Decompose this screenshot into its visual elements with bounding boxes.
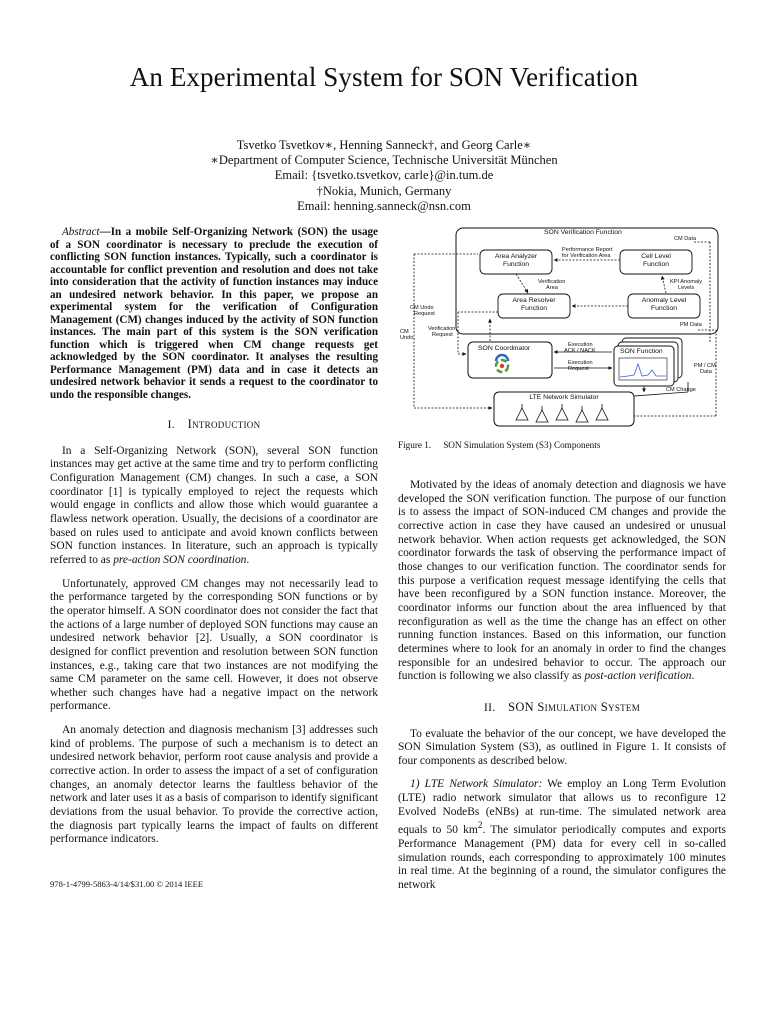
label-area-resolver: Area Resolver Function [512,297,556,312]
intro-paragraph-3: An anomaly detection and diagnosis mechanism [3] addresses such kind of problems. The purpose of such a mechanism is to detect an undesired network behavior, perform root cause analysis and provide a corrective action. In order to assess the impact of a set of configuration changes, an anomaly detector learns the faultless behavior of the network and later uses it as a basis of comparison to identify significant deviations from the usual behavior. To provide the corrective action, the diagnosis part typically learns the impact of faults on different performance indicators. [50,724,378,846]
left-column [50,226,378,847]
intro-paragraph-1 [50,445,378,568]
section-heading-introduction [50,418,378,433]
label-pm-data: PM Data [680,322,702,328]
right-p1-emphasis: post-action verification [584,670,692,683]
label-pm-cm-data: PM / CM Data [694,363,716,376]
label-execution-request: Execution Request [568,360,593,373]
paper-title: An Experimental System for SON Verification [129,62,639,92]
email-tum[interactable]: Email: {tsvetko.tsvetkov, carle}@in.tum.de [274,168,494,183]
label-execution-ack: Execution ACK / NACK [564,342,596,355]
caption-text: SON Simulation System (S3) Components [443,440,601,450]
intro-p1-emphasis: pre-action SON coordination [113,553,247,566]
sim-p2-superscript: 2 [477,820,483,832]
label-son-coordinator: SON Coordinator [478,345,531,352]
sim-paragraph-1: To evaluate the behavior of the our concept, we have developed the SON Simulation System (S3), as outlined in Figure 1. It consists of four components as described below. [398,727,726,767]
section-title: Introduction [187,417,261,431]
right-p1-end: . [691,670,695,683]
label-cm-undo-request: CM Undo Request [410,305,435,318]
label-verification-area: Verification Area [538,279,566,292]
section-heading-simulation [398,701,726,716]
intro-paragraph-2: Unfortunately, approved CM changes may not necessarily lead to the performance targeted by the corresponding SON functions or by the operator himself. A SON coordinator does not consider the fact that the actions of a large number of deployed SON functions may cause an undesired network behavior [2]. Usually, a SON coordinator is designed for conflict prevention and resolution between SON function instances, e.g., taking care that two instances are not modifying the same CM parameter on the same cell. However, it does not observe whether such changes have had a negative impact on the network performance. [50,577,378,713]
affiliation-nokia: †Nokia, Munich, Germany [316,183,452,198]
sim-p2-text: We employ an Long Term Evolution (LTE) radio network simulator that allows us to reconfigure 12 Evolved NodeBs (eNBs) at run-time. The simulated network area equals to 50 km [398,778,726,837]
label-area-analyzer: Area Analyzer Function [494,253,538,268]
label-verification-function: SON Verification Function [544,229,622,236]
label-anomaly-level: Anomaly Level Function [641,297,687,312]
abstract [50,226,378,401]
label-cm-undo: CM Undo [400,329,414,342]
affiliation-tum: ∗Department of Computer Science, Technische Universität München [210,153,558,168]
author-names: Tsvetko Tsvetkov∗, Henning Sanneck†, and Georg Carle∗ [236,138,532,152]
section-number: II. [483,701,496,714]
email-nokia[interactable]: Email: henning.sanneck@nsn.com [297,198,471,213]
copyright-notice: 978-1-4799-5863-4/14/$31.00 © 2014 IEEE [50,879,204,889]
section-number: I. [167,419,175,431]
right-column [398,479,726,893]
sim-paragraph-2 [398,778,726,892]
label-kpi-levels: KPI Anomaly Levels [670,279,703,292]
abstract-text: —In a mobile Self-Organizing Network (SON) the usage of a SON coordinator is necessary to preclude the execution of conflicting SON function instances. Typically, such a coordinator is accountable for conflict prevention and resolution and does not take into consideration that the activity of function instances may induce an undesired network behavior. In this paper, we propose an experimental system for the verification of Configuration Management (CM) changes induced by the activity of SON function instances. The main part of this system is the SON verification function which is triggered when CM change requests get acknowledged by the SON coordinator. It analyses the resulting Performance Management (PM) data and in case it detects an undesired network behavior it sends a request to the coordinator to undo the responsible changes. [50,226,378,401]
label-cm-change: CM Change [666,387,696,393]
figure-son-simulation-system [398,224,728,430]
right-p1-text: Motivated by the ideas of anomaly detection and diagnosis we have developed the SON verification function. The purpose of our function is to assess the impact of SON-induced CM changes and provide the corrective action in case they have caused an undesired or unusual network behavior. When action requests get acknowledged, the SON coordinator forwards the task of observing the performance impact of those changes to our verification function. The coordinator sends for this purpose a verification request message identifying the cells that have been reconfigured by a SON function instance. Moreover, the coordinator informs our function about the area influenced by that reconfiguration as well as the time the change has an effect on other running function instances. Based on this information, our function determines where to look for an anomaly in order to find the changes responsible for an undesired behavior to occur. The approach our function is following we also classify as [398,479,726,683]
figure-caption [398,440,600,450]
label-cell-level: Cell Level Function [641,253,671,268]
label-performance-report: Performance Report for Verification Area [562,247,613,260]
section-title: SON Simulation System [508,699,641,714]
intro-p1-text: In a Self-Organizing Network (SON), several SON function instances may get active at the same time and try to perform conflicting Configuration Management (CM) changes. In such a case, a SON coordinator [1] is typically employed to reject the requests which would engage in conflicts and allow those which would guarantee a flawless network operation. Usually, the decisions of a coordinator are based on rules used to anticipate and avoid known conflicts between SON function instances. In literature, such an approach is typically referred to as [50,444,378,566]
label-lte-simulator: LTE Network Simulator [529,394,599,401]
sim-p2-heading: 1) LTE Network Simulator: [410,778,543,791]
author-block [0,138,768,214]
intro-p1-end: . [246,553,250,566]
label-cm-data-top: CM Data [674,236,697,242]
right-paragraph-1 [398,479,726,684]
sim-p2-text-end: . The simulator periodically computes and exports Performance Management (PM) data for every cell in so-called simulation rounds, each corresponding to approximately 100 minutes in real time. At the beginning of a round, the simulator configures the network [398,824,726,891]
label-son-function: SON Function [620,348,663,355]
abstract-lead: Abstract [62,226,100,238]
label-verification-request: Verification Request [428,326,456,339]
caption-label: Figure 1. [398,440,432,450]
